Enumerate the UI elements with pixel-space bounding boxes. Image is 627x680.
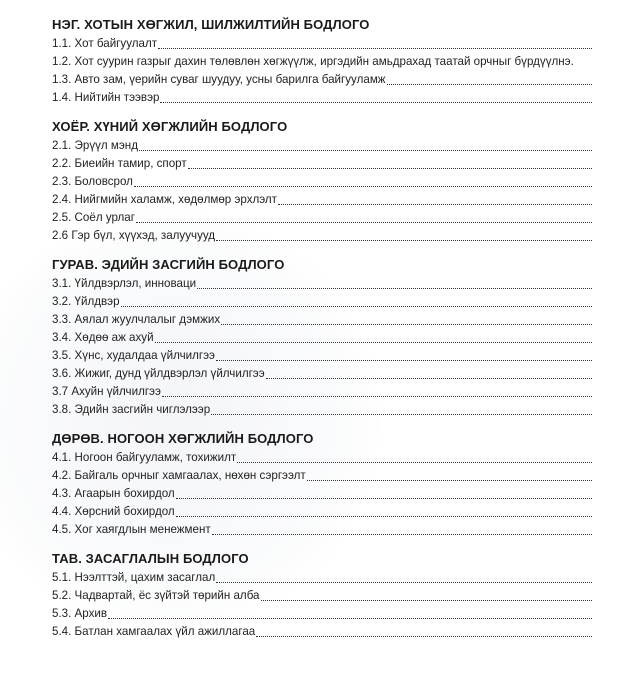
dot-leader	[176, 497, 592, 499]
section-heading: ХОЁР. ХҮНИЙ ХӨГЖЛИЙН БОДЛОГО	[52, 119, 288, 134]
toc-entry[interactable]	[52, 155, 594, 173]
dot-leader	[155, 341, 592, 343]
section-heading: НЭГ. ХОТЫН ХӨГЖИЛ, ШИЛЖИЛТИЙН БОДЛОГО	[52, 17, 370, 32]
toc-entry-label: 1.1. Хот байгуулалт	[52, 37, 158, 50]
section-heading: ДӨРӨВ. НОГООН ХӨГЖЛИЙН БОДЛОГО	[52, 431, 314, 446]
toc-entry-label: 2.3. Боловсрол	[52, 175, 133, 188]
dot-leader	[256, 635, 592, 637]
table-of-contents	[52, 16, 594, 652]
toc-entry[interactable]	[52, 503, 594, 521]
toc-entry-label: 4.3. Агаарын бохирдол	[52, 487, 175, 500]
toc-entry[interactable]	[52, 329, 594, 347]
dot-leader	[162, 395, 592, 397]
toc-entry-label: 5.3. Архив	[52, 607, 108, 620]
dot-leader	[176, 515, 592, 517]
dot-leader	[266, 377, 592, 379]
toc-entry-label: 3.6. Жижиг, дунд үйлдвэрлэл үйлчилгээ	[52, 367, 265, 380]
toc-entry-label: 2.6 Гэр бүл, хүүхэд, залуучууд	[52, 229, 216, 242]
toc-entry[interactable]	[52, 227, 594, 245]
toc-entry-label: 1.4. Нийтийн тээвэр	[52, 91, 160, 104]
toc-entry[interactable]	[52, 89, 594, 107]
toc-entry-label: 4.5. Хог хаягдлын менежмент	[52, 523, 211, 536]
toc-entry-label: 4.2. Байгаль орчныг хамгаалах, нөхөн сэргээлт	[52, 469, 306, 482]
toc-entry-label: 3.1. Үйлдвэрлэл, инноваци	[52, 277, 197, 290]
toc-entry[interactable]	[52, 71, 594, 89]
section-heading: ТАВ. ЗАСАГЛАЛЫН БОДЛОГО	[52, 551, 249, 566]
toc-entry[interactable]	[52, 467, 594, 485]
toc-entry[interactable]	[52, 173, 594, 191]
toc-section-3	[52, 256, 594, 419]
dot-leader	[221, 323, 592, 325]
toc-entry-label: 5.2. Чадвартай, ёс зүйтэй төрийн алба	[52, 589, 260, 602]
toc-entry[interactable]	[52, 521, 594, 539]
dot-leader	[139, 149, 592, 151]
toc-entry[interactable]	[52, 365, 594, 383]
toc-entry-label: 3.7 Ахуйн үйлчилгээ	[52, 385, 161, 398]
toc-entry[interactable]	[52, 275, 594, 293]
toc-entry-label: 3.3. Аялал жуулчлалыг дэмжих	[52, 313, 221, 326]
toc-entry-label: 2.4. Нийгмийн халамж, хөдөлмөр эрхлэлт	[52, 193, 277, 206]
toc-entry[interactable]	[52, 569, 594, 587]
toc-entry[interactable]	[52, 623, 594, 641]
toc-entry[interactable]	[52, 311, 594, 329]
toc-entry[interactable]	[52, 587, 594, 605]
toc-entry-label: 3.4. Хөдөө аж ахуй	[52, 331, 154, 344]
toc-entry[interactable]	[52, 35, 594, 53]
toc-entry[interactable]	[52, 191, 594, 209]
dot-leader	[261, 599, 592, 601]
dot-leader	[134, 185, 592, 187]
dot-leader	[216, 581, 592, 583]
toc-entry[interactable]	[52, 383, 594, 401]
dot-leader	[216, 239, 592, 241]
dot-leader	[211, 413, 592, 415]
dot-leader	[237, 461, 592, 463]
toc-entry[interactable]	[52, 485, 594, 503]
dot-leader	[160, 101, 592, 103]
toc-section-5	[52, 550, 594, 641]
dot-leader	[136, 221, 592, 223]
toc-entry[interactable]	[52, 137, 594, 155]
toc-section-4	[52, 430, 594, 539]
toc-entry-label: 3.8. Эдийн засгийн чиглэлээр	[52, 403, 211, 416]
toc-entry-label: 1.2. Хот суурин газрыг дахин төлөвлөн хөгжүүлж, иргэдийн амьдрахад таатай орчныг бүрдүүлнэ.	[52, 55, 574, 68]
toc-entry[interactable]	[52, 293, 594, 311]
toc-entry[interactable]	[52, 347, 594, 365]
toc-section-1	[52, 16, 594, 107]
dot-leader	[278, 203, 592, 205]
dot-leader	[216, 359, 592, 361]
dot-leader	[387, 83, 592, 85]
dot-leader	[188, 167, 592, 169]
toc-entry-label: 4.1. Ногоон байгууламж, тохижилт	[52, 451, 237, 464]
dot-leader	[121, 305, 592, 307]
toc-entry-label: 1.3. Авто зам, үерийн суваг шуудуу, усны барилга байгууламж	[52, 73, 386, 86]
toc-section-2	[52, 118, 594, 245]
toc-entry[interactable]	[52, 53, 594, 71]
dot-leader	[108, 617, 592, 619]
toc-entry-label: 2.2. Биеийн тамир, спорт	[52, 157, 187, 170]
dot-leader	[212, 533, 592, 535]
dot-leader	[197, 287, 592, 289]
toc-entry-label: 3.2. Үйлдвэр	[52, 295, 120, 308]
toc-entry-label: 2.1. Эрүүл мэнд	[52, 139, 138, 152]
toc-entry-label: 5.1. Нээлттэй, цахим засаглал	[52, 571, 216, 584]
toc-entry[interactable]	[52, 449, 594, 467]
toc-entry[interactable]	[52, 605, 594, 623]
dot-leader	[307, 479, 592, 481]
section-heading: ГУРАВ. ЭДИЙН ЗАСГИЙН БОДЛОГО	[52, 257, 285, 272]
toc-entry-label: 3.5. Хүнс, худалдаа үйлчилгээ	[52, 349, 215, 362]
toc-entry-label: 2.5. Соёл урлаг	[52, 211, 135, 224]
toc-entry-label: 4.4. Хөрсний бохирдол	[52, 505, 175, 518]
toc-entry-label: 5.4. Батлан хамгаалах үйл ажиллагаа	[52, 625, 256, 638]
toc-entry[interactable]	[52, 209, 594, 227]
dot-leader	[158, 47, 592, 49]
toc-entry[interactable]	[52, 401, 594, 419]
